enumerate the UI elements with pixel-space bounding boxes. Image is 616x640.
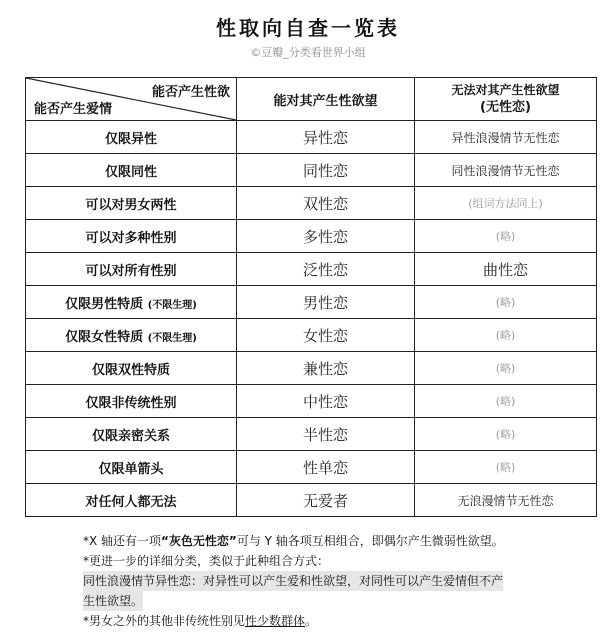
row-label-note: (不限生理) xyxy=(147,299,197,311)
footnote-text: *男女之外的其他非传统性别见 xyxy=(83,614,246,628)
sexual-orientation-cell: 男性恋 xyxy=(237,286,415,319)
table-row xyxy=(26,385,597,418)
table-row xyxy=(26,121,597,154)
table-row xyxy=(26,187,597,220)
row-label-text: 可以对男女两性 xyxy=(85,197,177,213)
sexual-orientation-cell: 性单恋 xyxy=(237,451,415,484)
sexual-orientation-cell: 泛性恋 xyxy=(237,253,415,286)
row-label-text: 仅限同性 xyxy=(104,164,157,180)
asexual-orientation-cell: (略) xyxy=(415,286,597,319)
row-label-text: 仅限亲密关系 xyxy=(91,428,170,444)
row-label xyxy=(26,451,237,484)
corner-header-cell xyxy=(26,78,237,121)
table-header-row xyxy=(26,78,597,121)
corner-label-desire: 能否产生性欲 xyxy=(151,85,230,100)
row-label xyxy=(26,220,237,253)
asexual-orientation-cell: (组词方法同上) xyxy=(415,187,597,220)
row-label xyxy=(26,286,237,319)
footnotes xyxy=(83,531,553,631)
footnote-text: 可与 Y 轴各项互相组合，即偶尔产生微弱性欲望。 xyxy=(236,534,504,548)
table-row xyxy=(26,253,597,286)
page-title: 性取向自查一览表 xyxy=(216,16,400,40)
row-label-text: 仅限女性特质 xyxy=(65,329,144,345)
row-label-text: 仅限男性特质 xyxy=(65,296,144,312)
table-row xyxy=(26,220,597,253)
footnote-gray-asexual xyxy=(83,531,553,551)
table-row xyxy=(26,484,597,517)
row-label-text: 对任何人都无法 xyxy=(85,494,177,510)
sexual-orientation-cell: 同性恋 xyxy=(237,154,415,187)
highlighted-example-line2: 生性欲望。 xyxy=(83,591,143,611)
table-row xyxy=(26,352,597,385)
source-credit: ©豆瓣_分类看世界小组 xyxy=(250,46,366,59)
row-label-text: 可以对多种性别 xyxy=(85,230,177,246)
row-label-text: 可以对所有性别 xyxy=(85,263,177,279)
column-header-asexual xyxy=(415,78,597,121)
asexual-orientation-cell: (略) xyxy=(415,385,597,418)
asexual-orientation-cell: 曲性恋 xyxy=(415,253,597,286)
table-row xyxy=(26,451,597,484)
footnote-further-classification: *更进一步的详细分类，类似于此种组合方式： xyxy=(83,554,330,568)
asexual-orientation-cell: 无浪漫情节无性恋 xyxy=(415,484,597,517)
row-label xyxy=(26,187,237,220)
row-label xyxy=(26,121,237,154)
asexual-orientation-cell: 异性浪漫情节无性恋 xyxy=(415,121,597,154)
footnote-text: *X 轴还有一项 xyxy=(83,534,162,548)
sexual-orientation-cell: 半性恋 xyxy=(237,418,415,451)
footnote-text: 。 xyxy=(305,614,318,628)
table-row xyxy=(26,286,597,319)
sexual-orientation-cell: 女性恋 xyxy=(237,319,415,352)
row-label xyxy=(26,319,237,352)
sexual-orientation-cell: 中性恋 xyxy=(237,385,415,418)
sexual-orientation-cell: 双性恋 xyxy=(237,187,415,220)
asexual-orientation-cell: (略) xyxy=(415,451,597,484)
sexual-orientation-cell: 多性恋 xyxy=(237,220,415,253)
sexual-orientation-cell: 异性恋 xyxy=(237,121,415,154)
row-label xyxy=(26,253,237,286)
sexual-orientation-cell: 无爱者 xyxy=(237,484,415,517)
asexual-orientation-cell: (略) xyxy=(415,319,597,352)
table-row xyxy=(26,154,597,187)
table-row xyxy=(26,418,597,451)
footnote-other-genders xyxy=(83,611,553,631)
row-label xyxy=(26,418,237,451)
row-label xyxy=(26,154,237,187)
column-header-asexual-line1: 无法对其产生性欲望 xyxy=(451,83,560,97)
sexual-orientation-cell: 兼性恋 xyxy=(237,352,415,385)
table-row xyxy=(26,319,597,352)
asexual-orientation-cell: (略) xyxy=(415,418,597,451)
row-label-note: (不限生理) xyxy=(147,332,197,344)
row-label-text: 仅限非传统性别 xyxy=(85,395,177,411)
column-header-asexual-line2: (无性恋) xyxy=(480,100,531,115)
corner-label-love: 能否产生爱情 xyxy=(34,102,113,117)
asexual-orientation-cell: 同性浪漫情节无性恋 xyxy=(415,154,597,187)
minority-groups-link[interactable]: 性少数群体 xyxy=(245,614,306,628)
row-label xyxy=(26,484,237,517)
row-label-text: 仅限单箭头 xyxy=(98,461,164,477)
row-label xyxy=(26,385,237,418)
column-header-sexual: 能对其产生性欲望 xyxy=(237,78,415,121)
orientation-table xyxy=(25,77,597,517)
footnote-emphasis: “灰色无性恋” xyxy=(161,534,237,548)
row-label xyxy=(26,352,237,385)
row-label-text: 仅限双性特质 xyxy=(91,362,170,378)
asexual-orientation-cell: (略) xyxy=(415,220,597,253)
asexual-orientation-cell: (略) xyxy=(415,352,597,385)
highlighted-example-line1: 同性浪漫情节异性恋：对异性可以产生爱和性欲望，对同性可以产生爱情但不产 xyxy=(83,571,503,591)
row-label-text: 仅限异性 xyxy=(104,131,157,147)
